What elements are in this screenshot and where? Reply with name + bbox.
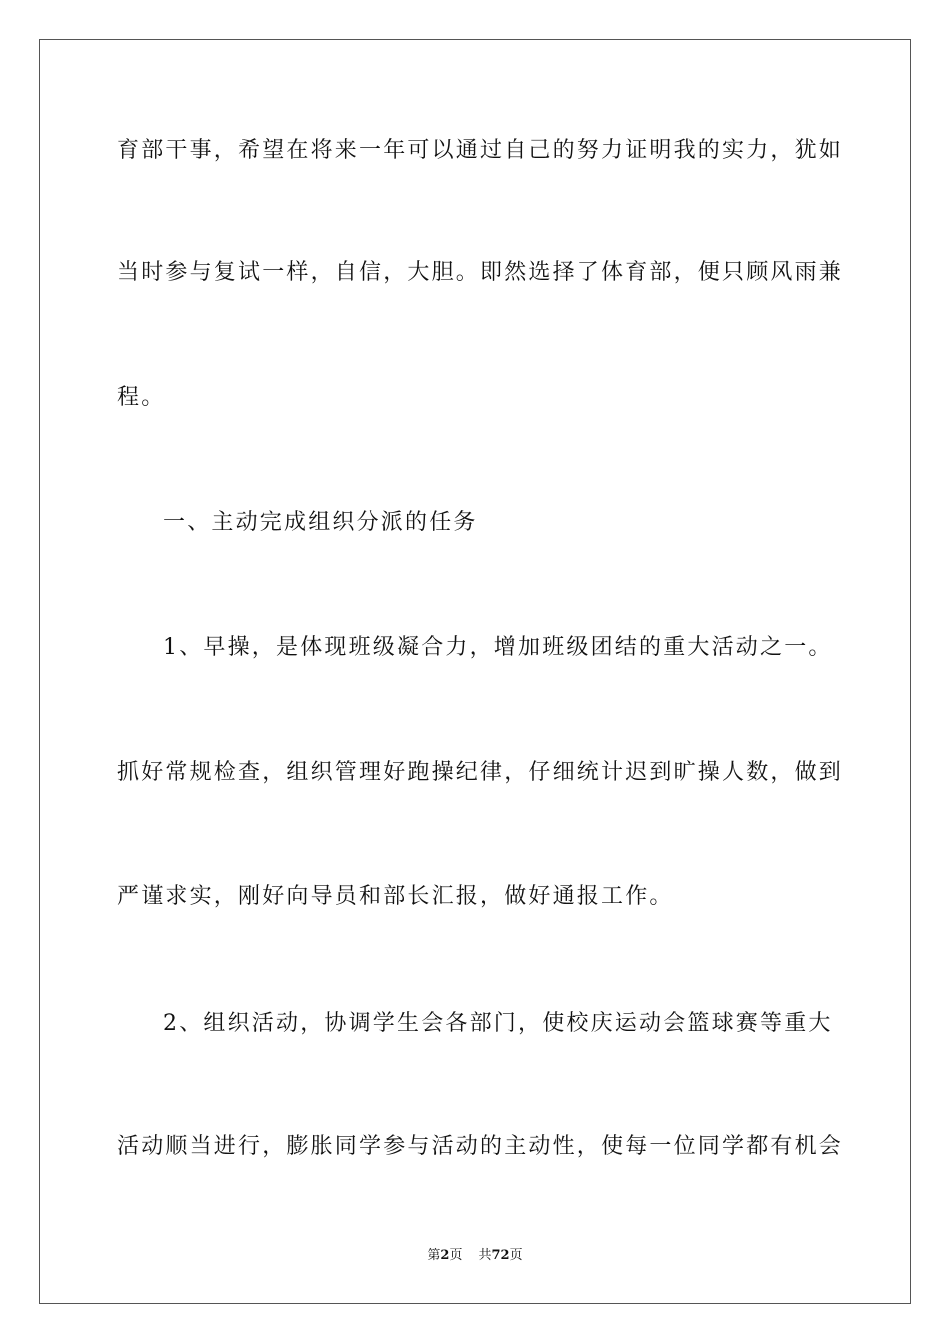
footer-page-prefix: 第: [427, 1248, 441, 1263]
section-heading: 一、主动完成组织分派的任务: [163, 510, 478, 535]
footer-total-prefix: 共: [478, 1248, 492, 1263]
body-line-1: 育部干事，希望在将来一年可以通过自己的努力证明我的实力，犹如: [117, 138, 844, 163]
body-line-7: 严谨求实，刚好向导员和部长汇报，做好通报工作。: [117, 884, 674, 909]
body-line-9: 活动顺当进行，膨胀同学参与活动的主动性，使每一位同学都有机会: [117, 1134, 844, 1159]
footer-total-suffix: 页: [509, 1248, 523, 1263]
body-line-2: 当时参与复试一样，自信，大胆。即然选择了体育部，便只顾风雨兼: [117, 260, 844, 285]
page-frame: [39, 39, 911, 1304]
body-line-5: 1、早操，是体现班级凝合力，增加班级团结的重大活动之一。: [163, 635, 833, 660]
body-line-8: 2、组织活动，协调学生会各部门，使校庆运动会篮球赛等重大: [163, 1011, 833, 1036]
footer-page-number: 2: [440, 1248, 450, 1263]
body-line-6: 抓好常规检查，组织管理好跑操纪律，仔细统计迟到旷操人数，做到: [117, 760, 844, 785]
footer-total-number: 72: [491, 1248, 510, 1263]
page-footer: [0, 1247, 950, 1265]
body-line-3: 程。: [117, 385, 166, 410]
footer-page-suffix: 页: [449, 1248, 463, 1263]
